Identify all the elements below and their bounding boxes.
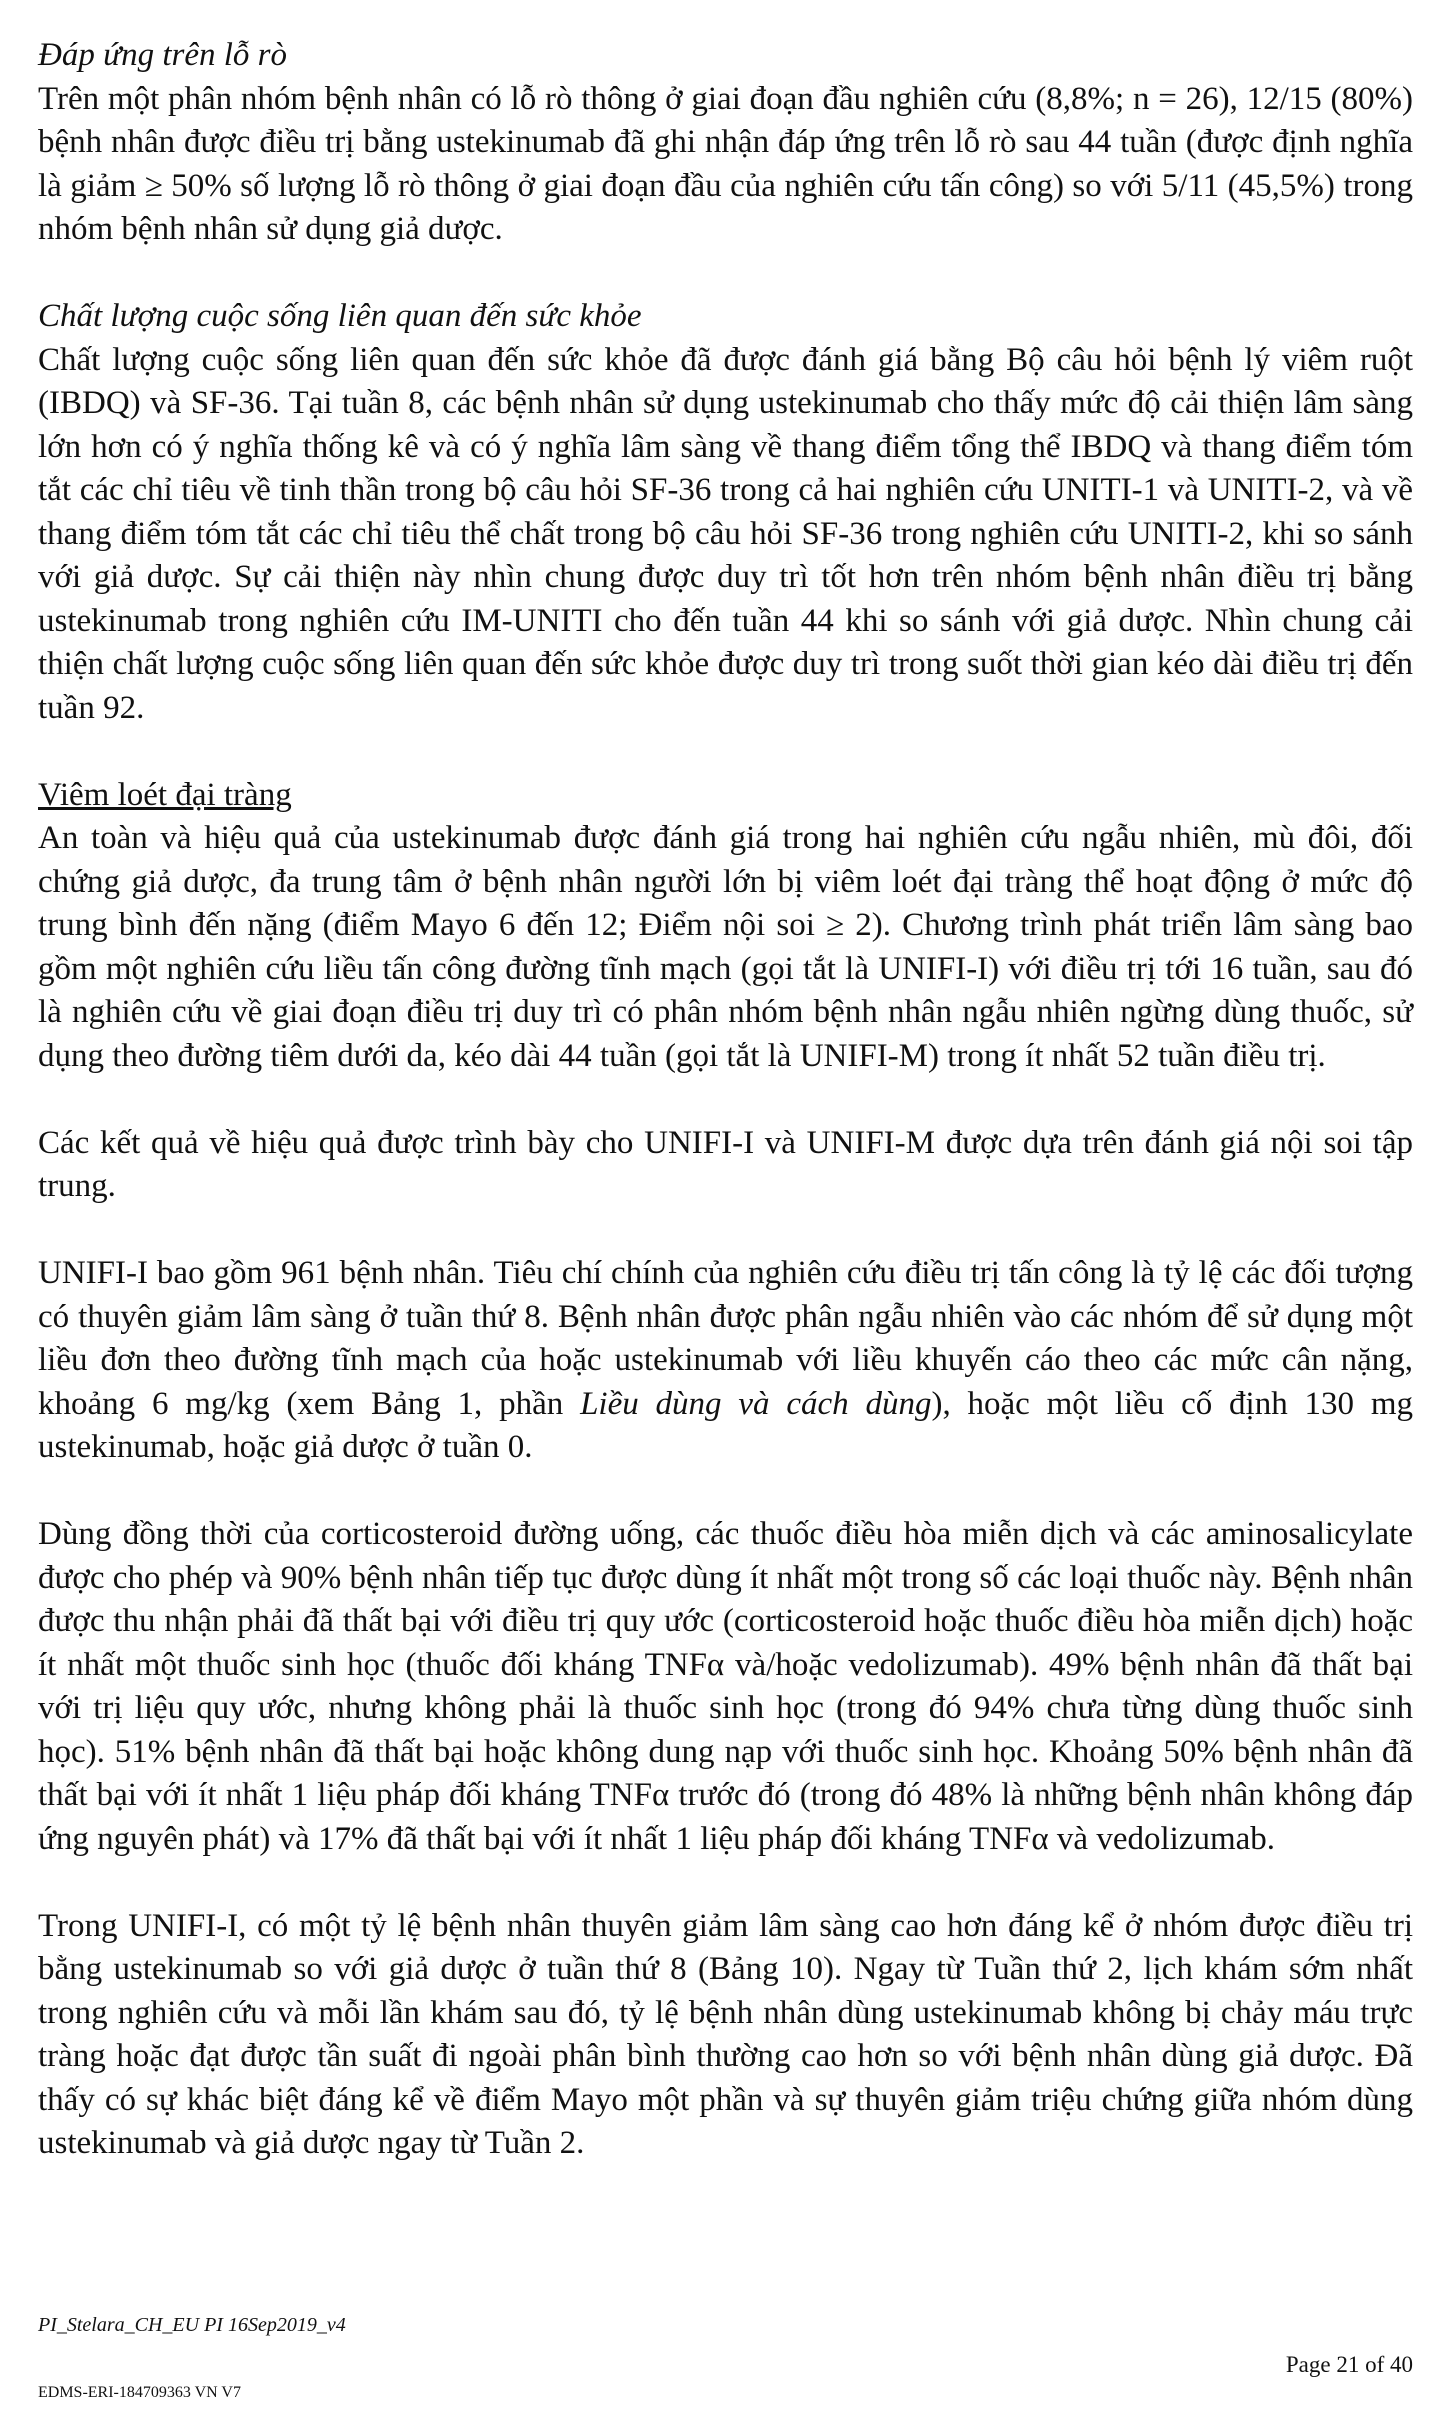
section-fistula-response bbox=[38, 34, 1413, 252]
page-number: Page 21 of 40 bbox=[1285, 2352, 1413, 2377]
paragraph: An toàn và hiệu quả của ustekinumab được đánh giá trong hai nghiên cứu ngẫu nhiên, mù đôi, đối chứng giả dược, đa trung tâm ở bệnh nhân người lớn bị viêm loét đại tràng thể hoạt động ở mức độ trung bình đến nặng (điểm Mayo 6 đến 12; Điểm nội soi ≥ 2). Chương trình phát triển lâm sàng bao gồm một nghiên cứu liều tấn công đường tĩnh mạch (gọi tắt là UNIFI-I) với điều trị tới 16 tuần, sau đó là nghiên cứu về giai đoạn điều trị duy trì có phân nhóm bệnh nhân ngẫu nhiên ngừng dùng thuốc, sử dụng theo đường tiêm dưới da, kéo dài 44 tuần (gọi tắt là UNIFI-M) trong ít nhất 52 tuần điều trị. bbox=[38, 820, 1413, 1074]
section-heading: Đáp ứng trên lỗ rò bbox=[38, 37, 287, 73]
footer-file-label: PI_Stelara_CH_EU PI 16Sep2019_v4 bbox=[38, 2314, 346, 2336]
paragraph: Dùng đồng thời của corticosteroid đường uống, các thuốc điều hòa miễn dịch và các aminosalicylate được cho phép và 90% bệnh nhân tiếp tục được dùng ít nhất một trong số các loại thuốc này. Bệnh nhân được thu nhận phải đã thất bại với điều trị quy ước (corticosteroid hoặc thuốc điều hòa miễn dịch) hoặc ít nhất một thuốc sinh học (thuốc đối kháng TNFα và/hoặc vedolizumab). 49% bệnh nhân đã thất bại với trị liệu quy ước, nhưng không phải là thuốc sinh học (trong đó 94% chưa từng dùng thuốc sinh học). 51% bệnh nhân đã thất bại hoặc không dung nạp với thuốc sinh học. Khoảng 50% bệnh nhân đã thất bại với ít nhất 1 liệu pháp đối kháng TNFα trước đó (trong đó 48% là những bệnh nhân không đáp ứng nguyên phát) và 17% đã thất bại với ít nhất 1 liệu pháp đối kháng TNFα và vedolizumab. bbox=[38, 1516, 1413, 1857]
section-reference: Liều dùng và cách dùng bbox=[580, 1385, 932, 1422]
section-quality-of-life bbox=[38, 295, 1413, 730]
text-run: ), hoặc một liều cố định 130 mg ustekinumab, hoặc giả dược ở tuần 0. bbox=[38, 1385, 1414, 1465]
section-unifi-i bbox=[38, 1252, 1413, 1470]
section-remission-results bbox=[38, 1905, 1413, 2166]
document-body bbox=[38, 34, 1413, 2166]
section-heading: Chất lượng cuộc sống liên quan đến sức khỏe bbox=[38, 298, 642, 334]
section-efficacy-note bbox=[38, 1122, 1413, 1209]
text-run: UNIFI-I bao gồm 961 bệnh nhân. Tiêu chí chính của nghiên cứu điều trị tấn công là tỷ lệ các đối tượng có thuyên giảm lâm sàng ở tuần thứ 8. Bệnh nhân được phân ngẫu nhiên vào các nhóm để sử dụng một liều đơn theo đường tĩnh mạch của hoặc ustekinumab với liều khuyến cáo theo các mức cân nặng, khoảng 6 mg/kg (xem Bảng 1, phần bbox=[38, 1255, 1413, 1422]
section-heading: Viêm loét đại tràng bbox=[38, 776, 292, 813]
paragraph bbox=[38, 1252, 1413, 1470]
section-ulcerative-colitis bbox=[38, 774, 1413, 1079]
footer-doc-id: EDMS-ERI-184709363 VN V7 bbox=[38, 2384, 241, 2401]
paragraph: Chất lượng cuộc sống liên quan đến sức khỏe đã được đánh giá bằng Bộ câu hỏi bệnh lý viêm ruột (IBDQ) và SF-36. Tại tuần 8, các bệnh nhân sử dụng ustekinumab cho thấy mức độ cải thiện lâm sàng lớn hơn có ý nghĩa thống kê và có ý nghĩa lâm sàng về thang điểm tổng thể IBDQ và thang điểm tóm tắt các chỉ tiêu về tinh thần trong bộ câu hỏi SF-36 trong cả hai nghiên cứu UNITI-1 và UNITI-2, và về thang điểm tóm tắt các chỉ tiêu thể chất trong bộ câu hỏi SF-36 trong nghiên cứu UNITI-2, khi so sánh với giả dược. Sự cải thiện này nhìn chung được duy trì tốt hơn trên nhóm bệnh nhân điều trị bằng ustekinumab trong nghiên cứu IM-UNITI cho đến tuần 44 khi so sánh với giả dược. Nhìn chung cải thiện chất lượng cuộc sống liên quan đến sức khỏe được duy trì trong suốt thời gian kéo dài điều trị đến tuần 92. bbox=[38, 341, 1413, 726]
paragraph: Các kết quả về hiệu quả được trình bày cho UNIFI-I và UNIFI-M được dựa trên đánh giá nội soi tập trung. bbox=[38, 1124, 1413, 1204]
section-concomitant-therapy bbox=[38, 1513, 1413, 1861]
paragraph: Trên một phân nhóm bệnh nhân có lỗ rò thông ở giai đoạn đầu nghiên cứu (8,8%; n = 26), 12/15 (80%) bệnh nhân được điều trị bằng ustekinumab đã ghi nhận đáp ứng trên lỗ rò sau 44 tuần (được định nghĩa là giảm ≥ 50% số lượng lỗ rò thông ở giai đoạn đầu của nghiên cứu tấn công) so với 5/11 (45,5%) trong nhóm bệnh nhân sử dụng giả dược. bbox=[38, 80, 1413, 247]
paragraph: Trong UNIFI-I, có một tỷ lệ bệnh nhân thuyên giảm lâm sàng cao hơn đáng kể ở nhóm được điều trị bằng ustekinumab so với giả dược ở tuần thứ 8 (Bảng 10). Ngay từ Tuần thứ 2, lịch khám sớm nhất trong nghiên cứu và mỗi lần khám sau đó, tỷ lệ bệnh nhân dùng ustekinumab không bị chảy máu trực tràng hoặc đạt được tần suất đi ngoài phân bình thường cao hơn so với bệnh nhân dùng giả dược. Đã thấy có sự khác biệt đáng kể về điểm Mayo một phần và sự thuyên giảm triệu chứng giữa nhóm dùng ustekinumab và giả dược ngay từ Tuần 2. bbox=[38, 1907, 1413, 2161]
